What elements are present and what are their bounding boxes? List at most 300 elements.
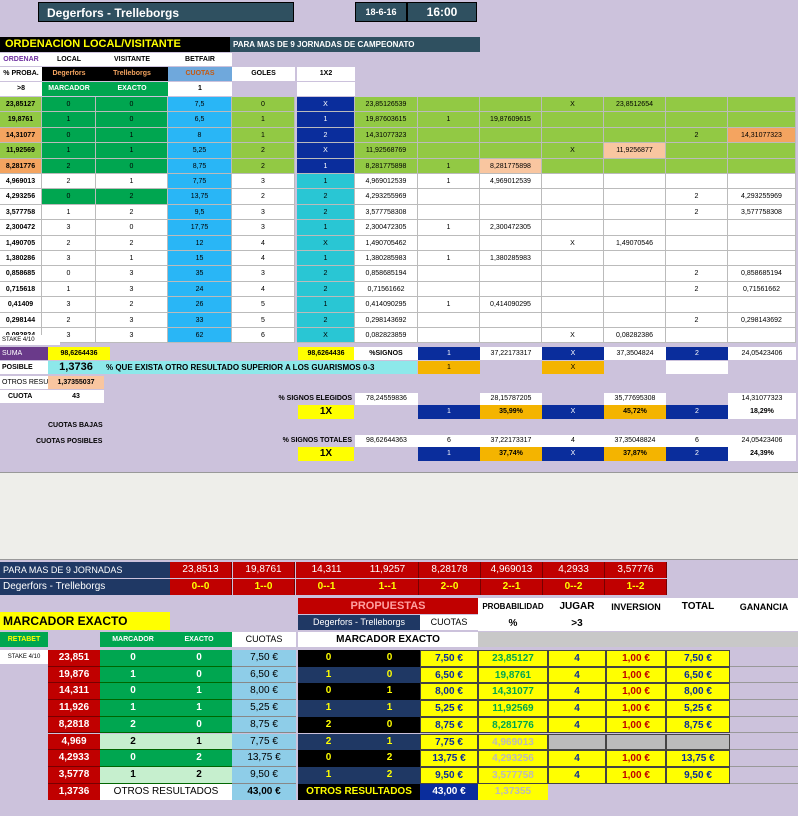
row-7-q: 9,5 xyxy=(168,205,232,220)
row-7-c2 xyxy=(418,205,480,220)
signos-sum: 98,6264436 xyxy=(298,347,354,360)
row-12-c7: 0,71561662 xyxy=(728,282,796,297)
jornadas-label: PARA MAS DE 9 JORNADAS xyxy=(0,562,170,578)
rp-row-4-total: 8,75 € xyxy=(666,717,730,734)
totales-2: 24,05423406 xyxy=(728,435,796,447)
row-4-q: 8,75 xyxy=(168,159,232,174)
possible-sign-2 xyxy=(666,361,728,374)
h-jugar: JUGAR xyxy=(548,598,606,616)
score-label-3: 1--1 xyxy=(357,579,419,595)
rp-row-0-total: 7,50 € xyxy=(666,650,730,667)
blank-band xyxy=(0,472,798,560)
row-13-c4 xyxy=(542,297,604,312)
row-1-c1: 19,87603615 xyxy=(355,112,418,127)
rp-row-5-prob: 4,969013 xyxy=(478,734,548,751)
row-7-c4 xyxy=(542,205,604,220)
row-13-q: 26 xyxy=(168,297,232,312)
totales-count-1: 6 xyxy=(418,435,480,447)
retabet-label: RETABET xyxy=(0,632,48,647)
left-row-1-cuota: 6,50 € xyxy=(232,667,296,684)
ordenar-button[interactable]: ORDENAR xyxy=(0,53,42,66)
row-4-c3: 8,281775898 xyxy=(480,159,542,174)
totales-1: 37,22173317 xyxy=(480,435,542,447)
row-10-c2: 1 xyxy=(418,251,480,266)
row-8-s: 1 xyxy=(297,220,355,235)
left-h-marcador: MARCADOR xyxy=(100,632,166,647)
row-3-c3 xyxy=(480,143,542,158)
row-12-v: 3 xyxy=(96,282,168,297)
row-15-c1: 0,082823859 xyxy=(355,328,418,343)
rp-row-0-home: 0 xyxy=(298,650,359,667)
row-5-c2: 1 xyxy=(418,174,480,189)
row-11-g: 3 xyxy=(232,266,295,281)
row-8-p: 2,300472 xyxy=(0,220,42,235)
left-row-6-home: 0 xyxy=(100,750,166,767)
possible-sign-1: 1 xyxy=(418,361,480,374)
row-7-l: 1 xyxy=(42,205,96,220)
row-4-g: 2 xyxy=(232,159,295,174)
col-cuotas: CUOTAS xyxy=(168,67,232,81)
rp-otros-prob: 1,37355 xyxy=(478,784,548,800)
row-15-c5: 0,08282386 xyxy=(604,328,666,343)
score-label-7: 1--2 xyxy=(605,579,667,595)
row-13-p: 0,41409 xyxy=(0,297,42,312)
row-8-g: 3 xyxy=(232,220,295,235)
rp-row-7-total: 9,50 € xyxy=(666,767,730,784)
row-12-s: 2 xyxy=(297,282,355,297)
row-12-p: 0,715618 xyxy=(0,282,42,297)
rp-row-1-ganancia xyxy=(730,667,798,684)
rp-row-2-inversion: 1,00 € xyxy=(606,683,666,700)
row-2-c6: 2 xyxy=(666,128,728,143)
row-11-c4 xyxy=(542,266,604,281)
row-10-s: 1 xyxy=(297,251,355,266)
row-5-v: 1 xyxy=(96,174,168,189)
rp-row-4-cuota: 8,75 € xyxy=(420,717,478,734)
h-gt3: >3 xyxy=(548,616,606,631)
left-row-4-cuota: 8,75 € xyxy=(232,717,296,734)
row-12-q: 24 xyxy=(168,282,232,297)
pct-sign-2: 2 xyxy=(666,405,728,419)
row-13-l: 3 xyxy=(42,297,96,312)
tot-2-value: 24,39% xyxy=(728,447,796,461)
row-1-p: 19,8761 xyxy=(0,112,42,127)
row-15-c2 xyxy=(418,328,480,343)
rp-row-5-inversion xyxy=(606,734,666,751)
row-7-c5 xyxy=(604,205,666,220)
rp-row-4-jugar: 4 xyxy=(548,717,606,734)
row-6-c7: 4,293255969 xyxy=(728,189,796,204)
row-14-c2 xyxy=(418,313,480,328)
row-2-c5 xyxy=(604,128,666,143)
rp-row-6-prob: 4,293256 xyxy=(478,750,548,767)
row-4-c7 xyxy=(728,159,796,174)
pct-sign-x: X xyxy=(542,405,604,419)
left-row-7-home: 1 xyxy=(100,767,166,784)
left-otros-cuota: 43,00 € xyxy=(232,784,296,800)
row-4-c4 xyxy=(542,159,604,174)
h-pct: % xyxy=(478,616,548,631)
otros-label: OTROS RESU xyxy=(0,376,48,389)
left-row-5-home: 2 xyxy=(100,734,166,751)
row-9-g: 4 xyxy=(232,236,295,251)
row-5-c6 xyxy=(666,174,728,189)
row-10-c7 xyxy=(728,251,796,266)
row-7-c6: 2 xyxy=(666,205,728,220)
row-14-g: 5 xyxy=(232,313,295,328)
left-row-5-prob: 4,969 xyxy=(48,734,100,751)
row-12-c3 xyxy=(480,282,542,297)
row-10-v: 1 xyxy=(96,251,168,266)
row-14-s: 2 xyxy=(297,313,355,328)
left-row-0-away: 0 xyxy=(166,650,232,667)
row-8-v: 0 xyxy=(96,220,168,235)
row-5-q: 7,75 xyxy=(168,174,232,189)
row-7-g: 3 xyxy=(232,205,295,220)
rp-row-0-inversion: 1,00 € xyxy=(606,650,666,667)
rp-row-7-inversion: 1,00 € xyxy=(606,767,666,784)
rp-row-1-home: 1 xyxy=(298,667,359,684)
row-2-p: 14,31077 xyxy=(0,128,42,143)
row-3-p: 11,92569 xyxy=(0,143,42,158)
otros-value: 1,37355037 xyxy=(48,376,104,389)
left-row-3-cuota: 5,25 € xyxy=(232,700,296,717)
row-0-c3 xyxy=(480,97,542,112)
rp-row-5-away: 1 xyxy=(359,734,420,751)
row-5-c3: 4,969012539 xyxy=(480,174,542,189)
match-date: 18-6-16 xyxy=(355,2,407,22)
label-marcador: MARCADOR xyxy=(42,82,96,96)
row-3-g: 2 xyxy=(232,143,295,158)
match-time: 16:00 xyxy=(407,2,477,22)
row-1-c5 xyxy=(604,112,666,127)
row-1-s: 1 xyxy=(297,112,355,127)
row-8-q: 17,75 xyxy=(168,220,232,235)
col-local: LOCAL xyxy=(42,53,96,66)
row-14-c4 xyxy=(542,313,604,328)
row-3-l: 1 xyxy=(42,143,96,158)
h-probabilidad: PROBABILIDAD xyxy=(478,598,548,616)
row-10-c6 xyxy=(666,251,728,266)
row-9-c2 xyxy=(418,236,480,251)
row-13-s: 1 xyxy=(297,297,355,312)
row-2-c1: 14,31077323 xyxy=(355,128,418,143)
row-6-c3 xyxy=(480,189,542,204)
rp-row-6-total: 13,75 € xyxy=(666,750,730,767)
row-5-c7 xyxy=(728,174,796,189)
rp-row-4-ganancia xyxy=(730,717,798,734)
row-3-c4: X xyxy=(542,143,604,158)
row-10-c1: 1,380285983 xyxy=(355,251,418,266)
sign-x-value: 37,3504824 xyxy=(604,347,666,360)
left-row-7-away: 2 xyxy=(166,767,232,784)
suma-value: 98,6264436 xyxy=(48,347,110,360)
row-12-c4 xyxy=(542,282,604,297)
row-3-c2 xyxy=(418,143,480,158)
row-4-v: 0 xyxy=(96,159,168,174)
row-11-v: 3 xyxy=(96,266,168,281)
row-8-c5 xyxy=(604,220,666,235)
rp-row-2-total: 8,00 € xyxy=(666,683,730,700)
row-1-c7 xyxy=(728,112,796,127)
left-row-0-cuota: 7,50 € xyxy=(232,650,296,667)
row-0-l: 0 xyxy=(42,97,96,112)
rp-row-1-away: 0 xyxy=(359,667,420,684)
row-12-c5 xyxy=(604,282,666,297)
rp-row-2-prob: 14,31077 xyxy=(478,683,548,700)
row-9-c5: 1,49070546 xyxy=(604,236,666,251)
row-8-c2: 1 xyxy=(418,220,480,235)
row-0-c2 xyxy=(418,97,480,112)
row-5-c5 xyxy=(604,174,666,189)
blank-input[interactable] xyxy=(297,82,355,96)
filter-one: 1 xyxy=(168,82,232,96)
row-15-g: 6 xyxy=(232,328,295,343)
cuotas-posibles: CUOTAS POSIBLES xyxy=(36,438,103,445)
match-title: Degerfors - Trelleborgs xyxy=(38,2,294,22)
left-row-5-cuota: 7,75 € xyxy=(232,734,296,751)
row-9-c6 xyxy=(666,236,728,251)
rp-row-7-jugar: 4 xyxy=(548,767,606,784)
row-0-c6 xyxy=(666,97,728,112)
col-betfair: BETFAIR xyxy=(168,53,232,66)
score-label-5: 2--1 xyxy=(481,579,543,595)
row-6-l: 0 xyxy=(42,189,96,204)
rp-row-3-jugar: 4 xyxy=(548,700,606,717)
row-15-v: 3 xyxy=(96,328,168,343)
row-13-g: 5 xyxy=(232,297,295,312)
row-15-s: X xyxy=(297,328,355,343)
score-prob-3: 11,9257 xyxy=(357,562,419,578)
left-row-7-cuota: 9,50 € xyxy=(232,767,296,784)
left-row-4-away: 0 xyxy=(166,717,232,734)
left-row-5-away: 1 xyxy=(166,734,232,751)
left-otros-label: OTROS RESULTADOS xyxy=(100,784,232,800)
h-ganancia: GANANCIA xyxy=(730,598,798,616)
row-12-c6: 2 xyxy=(666,282,728,297)
rp-match: Degerfors - Trelleborgs xyxy=(298,615,420,630)
rp-marcador-exacto: MARCADOR EXACTO xyxy=(298,632,478,647)
row-6-p: 4,293256 xyxy=(0,189,42,204)
row-0-v: 0 xyxy=(96,97,168,112)
tot-x-value: 37,87% xyxy=(604,447,666,461)
rp-row-5-ganancia xyxy=(730,734,798,751)
rp-row-0-prob: 23,85127 xyxy=(478,650,548,667)
rp-row-7-home: 1 xyxy=(298,767,359,784)
row-5-c1: 4,969012539 xyxy=(355,174,418,189)
rp-row-2-ganancia xyxy=(730,683,798,700)
rp-otros-label: OTROS RESULTADOS xyxy=(298,784,420,800)
rp-row-0-cuota: 7,50 € xyxy=(420,650,478,667)
rp-row-7-prob: 3,577758 xyxy=(478,767,548,784)
left-row-7-prob: 3,5778 xyxy=(48,767,100,784)
row-6-g: 2 xyxy=(232,189,295,204)
row-6-c5 xyxy=(604,189,666,204)
row-7-c3 xyxy=(480,205,542,220)
rp-row-3-home: 1 xyxy=(298,700,359,717)
row-15-q: 62 xyxy=(168,328,232,343)
score-label-0: 0--0 xyxy=(170,579,232,595)
rp-row-5-cuota: 7,75 € xyxy=(420,734,478,751)
rp-row-5-jugar xyxy=(548,734,606,751)
row-14-c3 xyxy=(480,313,542,328)
selection-1x-a: 1X xyxy=(298,405,354,419)
sign-1: 1 xyxy=(418,347,480,360)
label-exacto: EXACTO xyxy=(96,82,168,96)
row-2-l: 0 xyxy=(42,128,96,143)
row-11-c1: 0,858685194 xyxy=(355,266,418,281)
section-title: ORDENACION LOCAL/VISITANTE xyxy=(0,37,230,52)
score-prob-7: 3,57776 xyxy=(605,562,667,578)
row-7-v: 2 xyxy=(96,205,168,220)
row-2-g: 1 xyxy=(232,128,295,143)
col-1x2: 1X2 xyxy=(297,67,355,81)
cuotas-bajas: CUOTAS BAJAS xyxy=(48,422,103,429)
row-5-c4 xyxy=(542,174,604,189)
row-1-v: 0 xyxy=(96,112,168,127)
row-0-c4: X xyxy=(542,97,604,112)
row-2-v: 1 xyxy=(96,128,168,143)
row-4-c1: 8,281775898 xyxy=(355,159,418,174)
row-2-s: 2 xyxy=(297,128,355,143)
rp-row-3-total: 5,25 € xyxy=(666,700,730,717)
row-6-v: 2 xyxy=(96,189,168,204)
row-7-c1: 3,577758308 xyxy=(355,205,418,220)
score-prob-4: 8,28178 xyxy=(419,562,481,578)
row-11-c6: 2 xyxy=(666,266,728,281)
row-3-v: 1 xyxy=(96,143,168,158)
row-13-v: 2 xyxy=(96,297,168,312)
row-15-c3 xyxy=(480,328,542,343)
left-row-3-home: 1 xyxy=(100,700,166,717)
totales-x: 37,35048824 xyxy=(604,435,666,447)
row-3-c1: 11,92568769 xyxy=(355,143,418,158)
section-subtitle: PARA MAS DE 9 JORNADAS DE CAMPEONATO xyxy=(230,37,480,52)
pct-sign-1: 1 xyxy=(418,405,480,419)
left-row-6-away: 2 xyxy=(166,750,232,767)
row-13-c6 xyxy=(666,297,728,312)
totales-label: % SIGNOS TOTALES xyxy=(282,437,352,444)
row-13-c3: 0,414090295 xyxy=(480,297,542,312)
row-6-c2 xyxy=(418,189,480,204)
rp-row-1-inversion: 1,00 € xyxy=(606,667,666,684)
left-row-2-home: 0 xyxy=(100,683,166,700)
sign-1-value: 37,22173317 xyxy=(480,347,542,360)
rp-row-1-total: 6,50 € xyxy=(666,667,730,684)
row-8-l: 3 xyxy=(42,220,96,235)
row-0-q: 7,5 xyxy=(168,97,232,112)
row-3-c6 xyxy=(666,143,728,158)
row-5-g: 3 xyxy=(232,174,295,189)
rp-row-1-jugar: 4 xyxy=(548,667,606,684)
row-9-c3 xyxy=(480,236,542,251)
left-row-2-cuota: 8,00 € xyxy=(232,683,296,700)
totales-count-2: 6 xyxy=(666,435,728,447)
row-3-c7 xyxy=(728,143,796,158)
row-9-p: 1,490705 xyxy=(0,236,42,251)
selection-1x-b: 1X xyxy=(298,447,354,461)
row-0-c7 xyxy=(728,97,796,112)
row-9-l: 2 xyxy=(42,236,96,251)
row-9-s: X xyxy=(297,236,355,251)
row-10-c4 xyxy=(542,251,604,266)
row-8-c6 xyxy=(666,220,728,235)
row-7-s: 2 xyxy=(297,205,355,220)
propuestas-label: PROPUESTAS xyxy=(298,598,478,614)
row-11-c2 xyxy=(418,266,480,281)
row-10-c5 xyxy=(604,251,666,266)
rp-row-7-away: 2 xyxy=(359,767,420,784)
elegidos-1: 28,15787205 xyxy=(480,393,542,405)
rp-row-2-jugar: 4 xyxy=(548,683,606,700)
elegidos-label: % SIGNOS ELEGIDOS xyxy=(278,395,352,402)
row-6-c6: 2 xyxy=(666,189,728,204)
row-7-p: 3,577758 xyxy=(0,205,42,220)
sign-2-value: 24,05423406 xyxy=(728,347,796,360)
row-9-c4: X xyxy=(542,236,604,251)
rp-row-6-away: 2 xyxy=(359,750,420,767)
row-3-c5: 11,9256877 xyxy=(604,143,666,158)
row-10-g: 4 xyxy=(232,251,295,266)
row-2-c4 xyxy=(542,128,604,143)
pct-2-value: 18,29% xyxy=(728,405,796,419)
tot-sign-x: X xyxy=(542,447,604,461)
left-row-2-away: 1 xyxy=(166,683,232,700)
row-12-g: 4 xyxy=(232,282,295,297)
row-6-c4 xyxy=(542,189,604,204)
left-row-3-prob: 11,926 xyxy=(48,700,100,717)
row-1-c3: 19,87609615 xyxy=(480,112,542,127)
row-0-c5: 23,8512654 xyxy=(604,97,666,112)
elegidos-x: 35,77695308 xyxy=(604,393,666,405)
row-2-c2 xyxy=(418,128,480,143)
posible-label: POSIBLE xyxy=(0,361,48,374)
row-1-c4 xyxy=(542,112,604,127)
row-12-c2 xyxy=(418,282,480,297)
row-1-c2: 1 xyxy=(418,112,480,127)
row-4-l: 2 xyxy=(42,159,96,174)
row-2-c7: 14,31077323 xyxy=(728,128,796,143)
rp-row-6-cuota: 13,75 € xyxy=(420,750,478,767)
rp-cuotas: CUOTAS xyxy=(420,615,478,630)
posible-value: 1,3736 xyxy=(48,361,104,374)
row-13-c2: 1 xyxy=(418,297,480,312)
left-row-2-prob: 14,311 xyxy=(48,683,100,700)
rp-gray-bar xyxy=(478,632,798,647)
row-2-q: 8 xyxy=(168,128,232,143)
rp-row-7-cuota: 9,50 € xyxy=(420,767,478,784)
row-10-q: 15 xyxy=(168,251,232,266)
left-h-exacto: EXACTO xyxy=(166,632,232,647)
rp-row-0-ganancia xyxy=(730,650,798,667)
score-label-2: 0--1 xyxy=(296,579,358,595)
row-9-c1: 1,490705462 xyxy=(355,236,418,251)
row-7-c7: 3,577758308 xyxy=(728,205,796,220)
left-row-6-cuota: 13,75 € xyxy=(232,750,296,767)
rp-row-4-prob: 8,281776 xyxy=(478,717,548,734)
elegidos-2: 14,31077323 xyxy=(728,393,796,405)
row-14-q: 33 xyxy=(168,313,232,328)
rp-otros-cuota: 43,00 € xyxy=(420,784,478,800)
score-prob-1: 19,8761 xyxy=(233,562,295,578)
row-9-c7 xyxy=(728,236,796,251)
row-14-c6: 2 xyxy=(666,313,728,328)
row-15-c7 xyxy=(728,328,796,343)
rp-row-1-prob: 19,8761 xyxy=(478,667,548,684)
row-15-c6 xyxy=(666,328,728,343)
totales-count-x: 4 xyxy=(542,435,604,447)
row-4-c5 xyxy=(604,159,666,174)
